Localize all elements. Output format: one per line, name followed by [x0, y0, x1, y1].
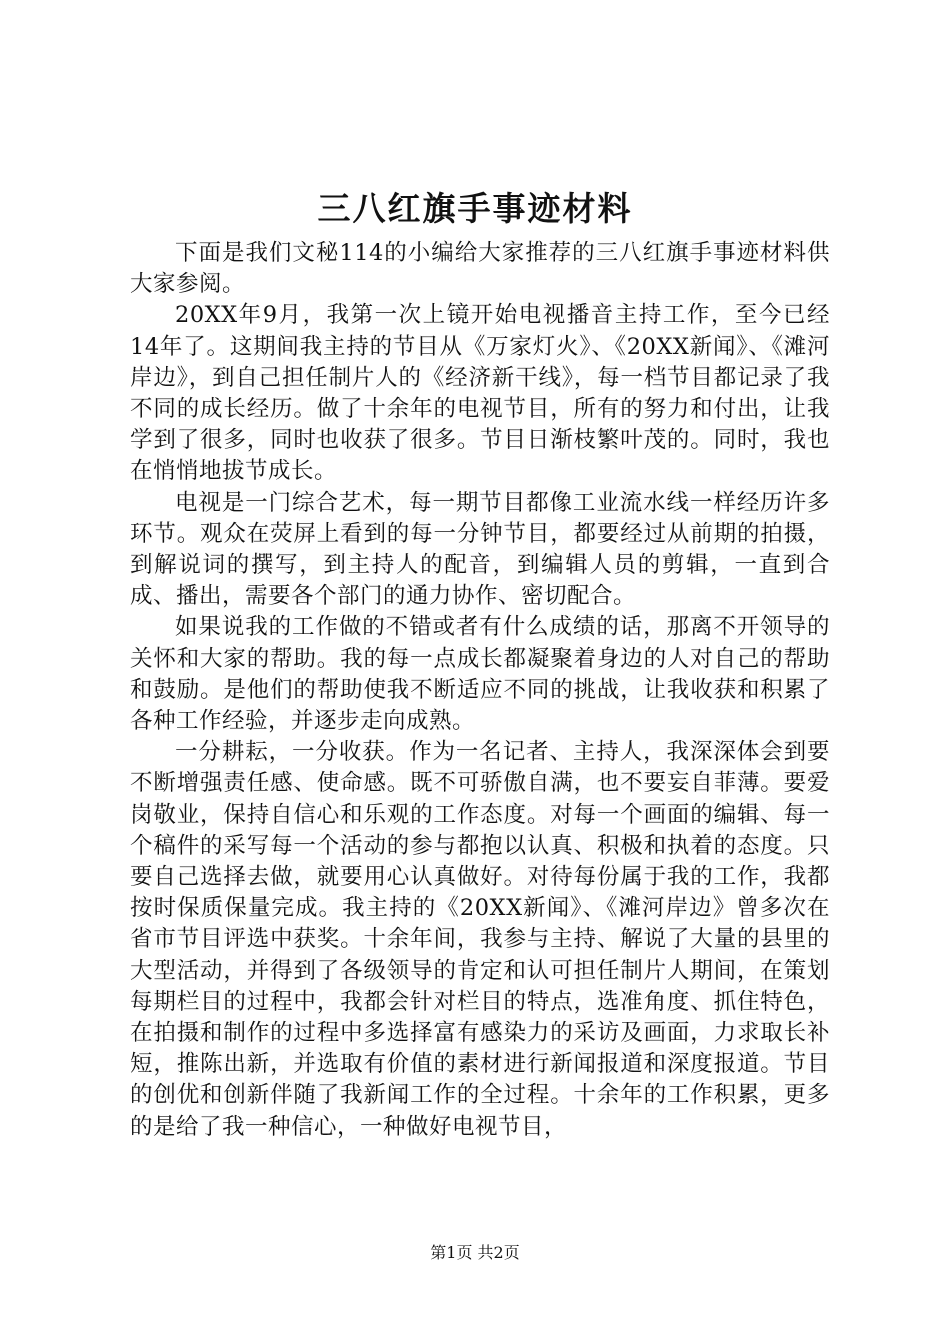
- paragraph: 如果说我的工作做的不错或者有什么成绩的话，那离不开领导的关怀和大家的帮助。我的每一点成长都凝聚着身边的人对自己的帮助和鼓励。是他们的帮助使我不断适应不同的挑战，让我收获和积累了各种工作经验，并逐步走向成熟。: [130, 614, 830, 735]
- paragraph: 一分耕耘，一分收获。作为一名记者、主持人，我深深体会到要不断增强责任感、使命感。既不可骄傲自满，也不要妄自菲薄。要爱岗敬业，保持自信心和乐观的工作态度。对每一个画面的编辑、每一个稿件的采写每一个活动的参与都抱以认真、积极和执着的态度。只要自己选择去做，就要用心认真做好。对待每份属于我的工作，我都按时保质保量完成。我主持的《20XX新闻》、《滩河岸边》曾多次在省市节目评选中获奖。十余年间，我参与主持、解说了大量的县里的大型活动，并得到了各级领导的肯定和认可担任制片人期间，在策划每期栏目的过程中，我都会针对栏目的特点，选准角度、抓住特色，在拍摄和制作的过程中多选择富有感染力的采访及画面，力求取长补短，推陈出新，并选取有价值的素材进行新闻报道和深度报道。节目的创优和创新伴随了我新闻工作的全过程。十余年的工作积累，更多的是给了我一种信心，一种做好电视节目，: [130, 739, 830, 1140]
- document-title: 三八红旗手事迹材料: [317, 189, 633, 228]
- paragraph: 下面是我们文秘114的小编给大家推荐的三八红旗手事迹材料供大家参阅。: [130, 240, 830, 298]
- paragraph: 电视是一门综合艺术，每一期节目都像工业流水线一样经历许多环节。观众在荧屏上看到的每一分钟节目，都要经过从前期的拍摄，到解说词的撰写，到主持人的配音，到编辑人员的剪辑，一直到合成、播出，需要各个部门的通力协作、密切配合。: [130, 489, 830, 610]
- paragraph: 20XX年9月，我第一次上镜开始电视播音主持工作，至今已经14年了。这期间我主持的节目从《万家灯火》、《20XX新闻》、《滩河岸边》，到自己担任制片人的《经济新干线》，每一档节目都记录了我不同的成长经历。做了十余年的电视节目，所有的努力和付出，让我学到了很多，同时也收获了很多。节目日渐枝繁叶茂的。同时，我也在悄悄地拔节成长。: [130, 302, 830, 485]
- document-body: [130, 238, 830, 1143]
- page-footer: 第1页 共2页: [430, 1243, 520, 1262]
